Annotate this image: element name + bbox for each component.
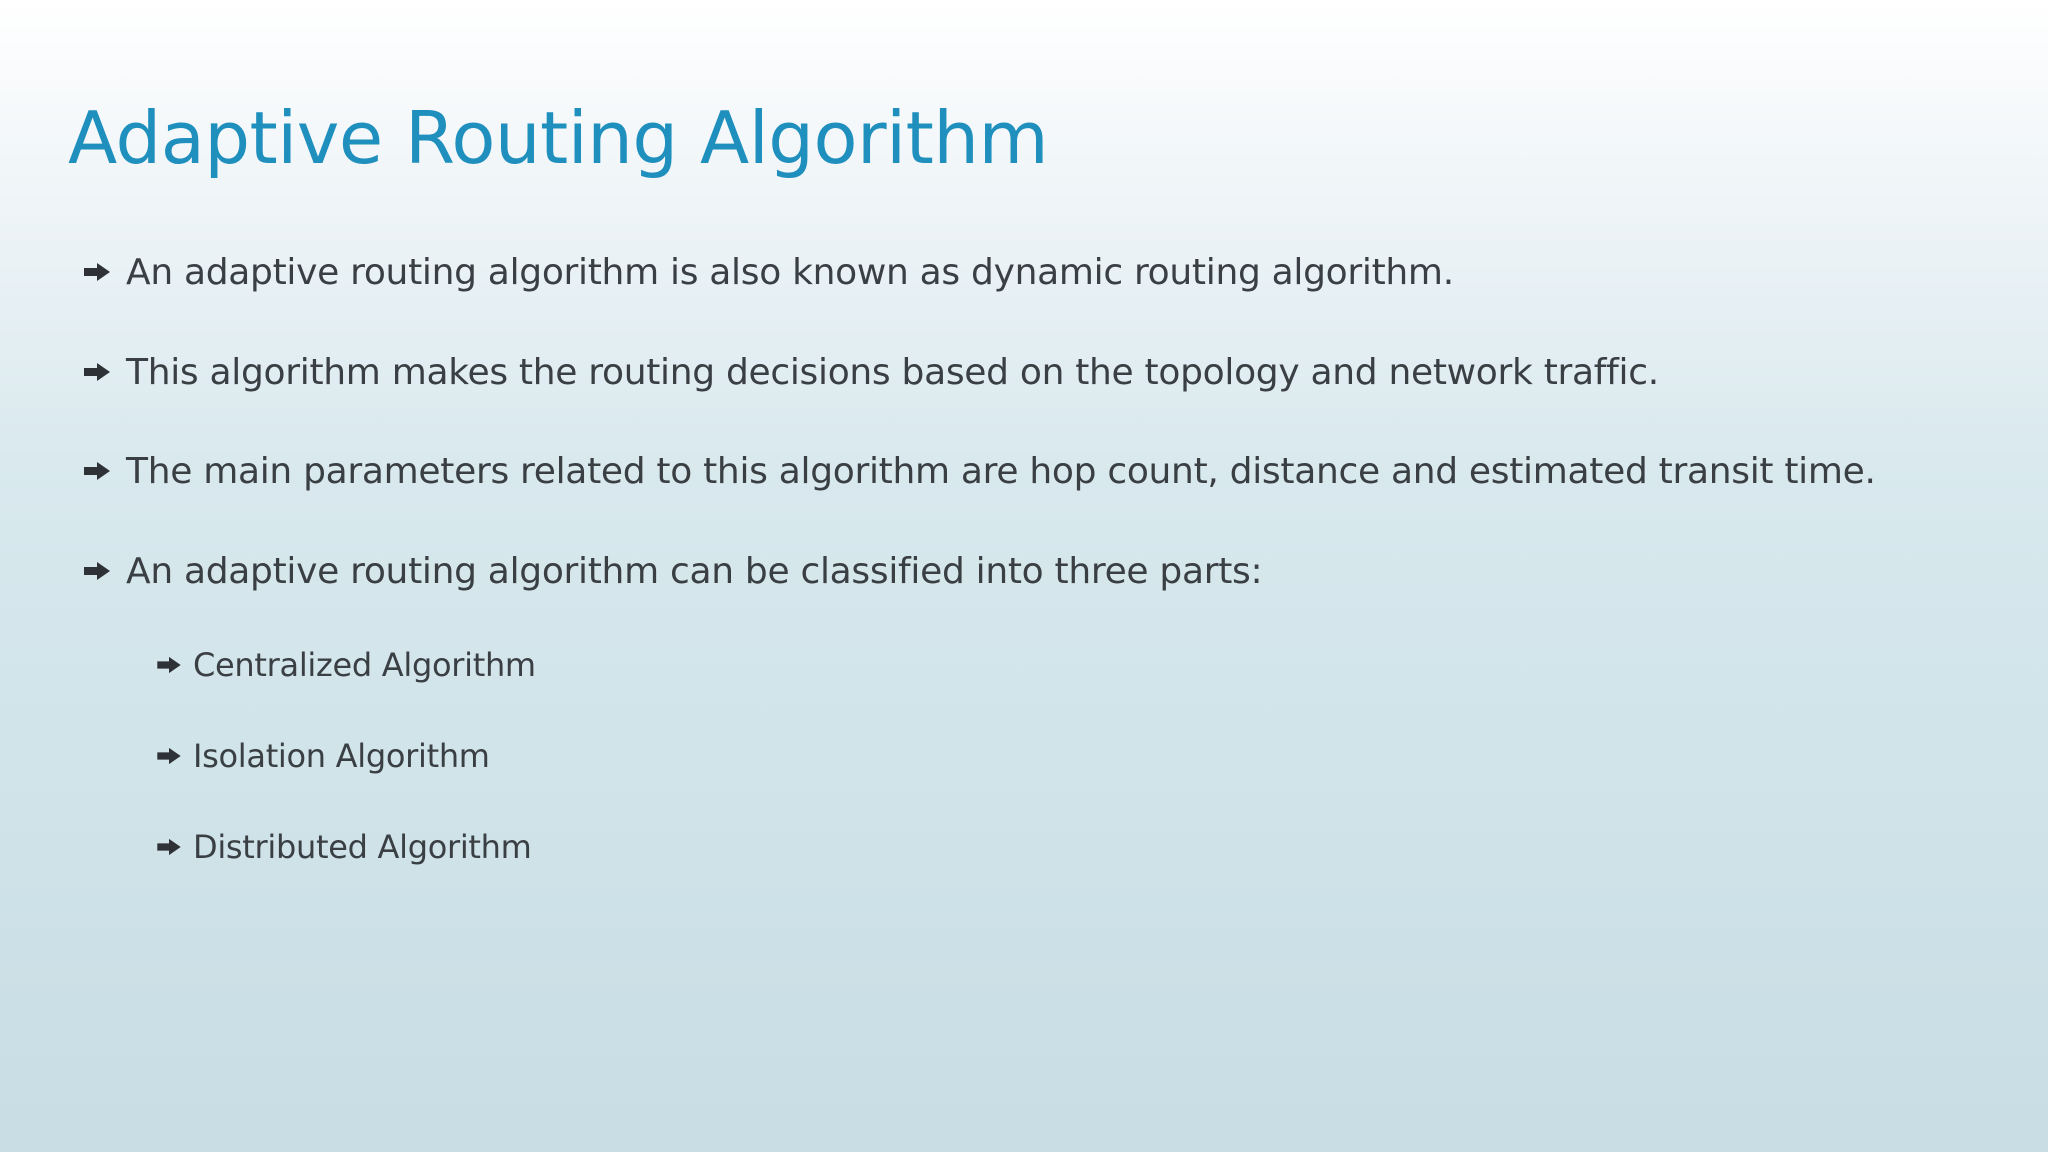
sub-bullet-item-1 [145,640,536,690]
arrow-right-icon [145,656,193,674]
sub-bullet-text: Isolation Algorithm [193,737,490,775]
bullet-text: The main parameters related to this algorithm are hop count, distance and estimated transit time. [126,450,1876,492]
bullet-item-4 [68,541,1262,601]
sub-bullet-item-2 [145,731,490,781]
bullet-item-3 [68,441,1876,501]
sub-bullet-text: Centralized Algorithm [193,646,536,684]
arrow-right-icon [145,838,193,856]
bullet-item-1 [68,242,1454,302]
arrow-right-icon [68,461,126,481]
arrow-right-icon [68,561,126,581]
sub-bullet-item-3 [145,822,532,872]
arrow-right-icon [68,262,126,282]
sub-bullet-text: Distributed Algorithm [193,828,532,866]
bullet-text: An adaptive routing algorithm is also known as dynamic routing algorithm. [126,251,1454,293]
bullet-item-2 [68,342,1659,402]
bullet-text: This algorithm makes the routing decisions based on the topology and network traffic. [126,351,1659,393]
slide-title: Adaptive Routing Algorithm [68,96,1049,180]
bullet-text: An adaptive routing algorithm can be classified into three parts: [126,550,1263,592]
arrow-right-icon [68,362,126,382]
arrow-right-icon [145,747,193,765]
